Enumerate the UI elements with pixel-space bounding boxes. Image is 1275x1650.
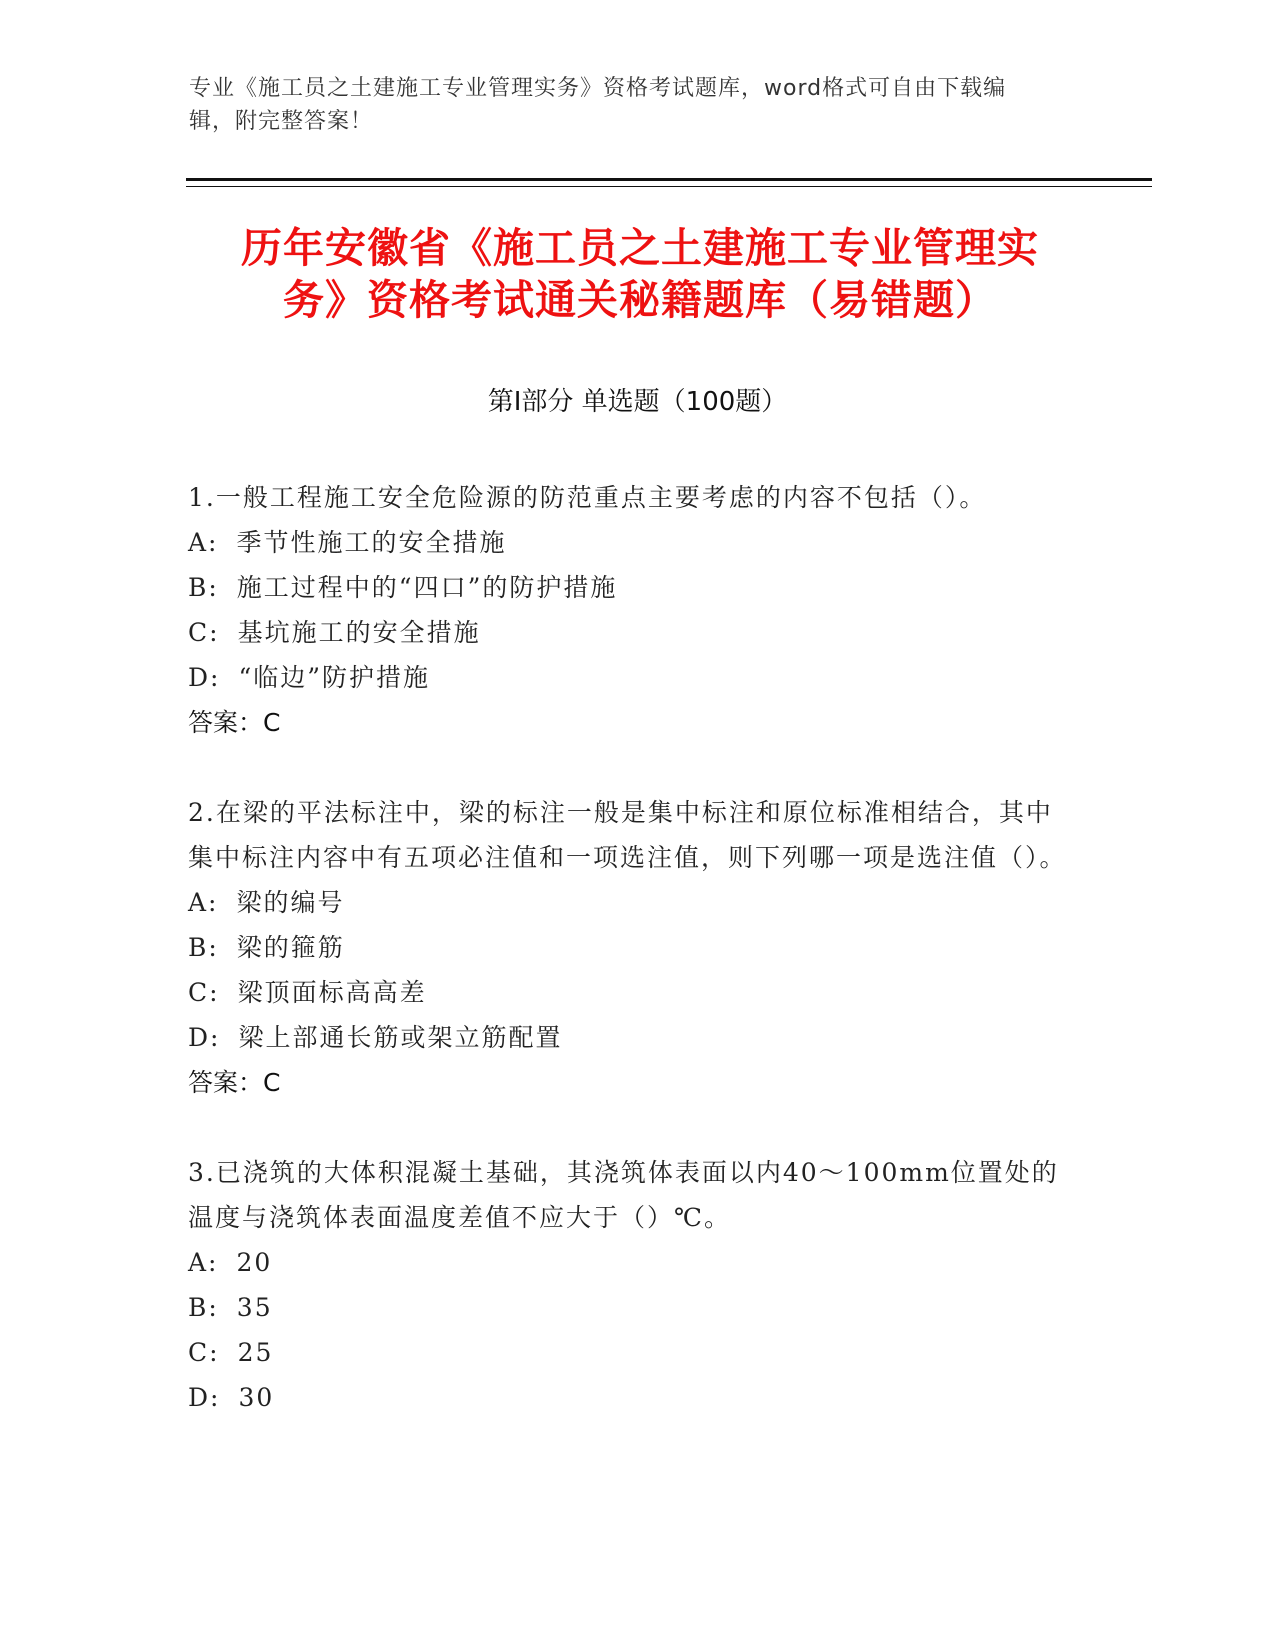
question-list — [188, 475, 1068, 1465]
option-letter: A: — [188, 888, 219, 917]
option-text: 30 — [238, 1383, 275, 1412]
option-text: 梁顶面标高高差 — [237, 978, 427, 1007]
option-letter: D: — [188, 663, 221, 692]
option-text: 25 — [237, 1338, 274, 1367]
option-text: 梁上部通长筋或架立筋配置 — [238, 1023, 563, 1052]
option-a — [188, 880, 1068, 925]
option-letter: B: — [188, 573, 219, 602]
option-text: 20 — [236, 1248, 273, 1277]
document-title — [190, 222, 1090, 326]
document-title-line-2: 务》资格考试通关秘籍题库（易错题） — [283, 276, 997, 324]
answer-line: 答案：C — [188, 1068, 281, 1097]
option-c — [188, 970, 1068, 1015]
option-a — [188, 1240, 1068, 1285]
option-d — [188, 1015, 1068, 1060]
section-title: 第Ⅰ部分 单选题（100题） — [487, 387, 788, 417]
option-letter: A: — [188, 528, 219, 557]
option-c — [188, 1330, 1068, 1375]
option-letter: C: — [188, 1338, 220, 1367]
option-letter: D: — [188, 1383, 221, 1412]
option-letter: C: — [188, 978, 220, 1007]
option-text: 梁的箍筋 — [236, 933, 345, 962]
header-divider-thick — [186, 178, 1152, 181]
option-letter: B: — [188, 933, 219, 962]
option-c — [188, 610, 1068, 655]
option-letter: A: — [188, 1248, 219, 1277]
option-text: 基坑施工的安全措施 — [237, 618, 481, 647]
question-3 — [188, 1150, 1068, 1420]
option-b — [188, 565, 1068, 610]
header-divider-thin — [186, 186, 1152, 187]
question-1 — [188, 475, 1068, 745]
option-text: 施工过程中的“四口”的防护措施 — [236, 573, 618, 602]
option-text: 季节性施工的安全措施 — [236, 528, 507, 557]
question-2 — [188, 790, 1068, 1105]
option-letter: C: — [188, 618, 220, 647]
header-note-line-1: 专业《施工员之土建施工专业管理实务》资格考试题库，word格式可自由下载编 — [189, 76, 1007, 101]
question-stem: 2.在梁的平法标注中，梁的标注一般是集中标注和原位标准相结合，其中集中标注内容中有五项必注值和一项选注值，则下列哪一项是选注值（）。 — [188, 798, 1067, 872]
option-text: 35 — [236, 1293, 273, 1322]
option-a — [188, 520, 1068, 565]
option-d — [188, 655, 1068, 700]
header-note — [189, 72, 1069, 138]
option-b — [188, 1285, 1068, 1330]
option-text: 梁的编号 — [236, 888, 345, 917]
header-note-line-2: 辑，附完整答案！ — [189, 109, 374, 134]
option-letter: B: — [188, 1293, 219, 1322]
question-stem: 1.一般工程施工安全危险源的防范重点主要考虑的内容不包括（）。 — [188, 483, 987, 512]
answer-line: 答案：C — [188, 708, 281, 737]
question-stem: 3.已浇筑的大体积混凝土基础，其浇筑体表面以内40～100mm位置处的温度与浇筑体表面温度差值不应大于（）℃。 — [188, 1158, 1059, 1232]
option-b — [188, 925, 1068, 970]
option-letter: D: — [188, 1023, 221, 1052]
document-title-line-1: 历年安徽省《施工员之土建施工专业管理实 — [241, 224, 1039, 272]
option-d — [188, 1375, 1068, 1420]
option-text: “临边”防护措施 — [238, 663, 431, 692]
